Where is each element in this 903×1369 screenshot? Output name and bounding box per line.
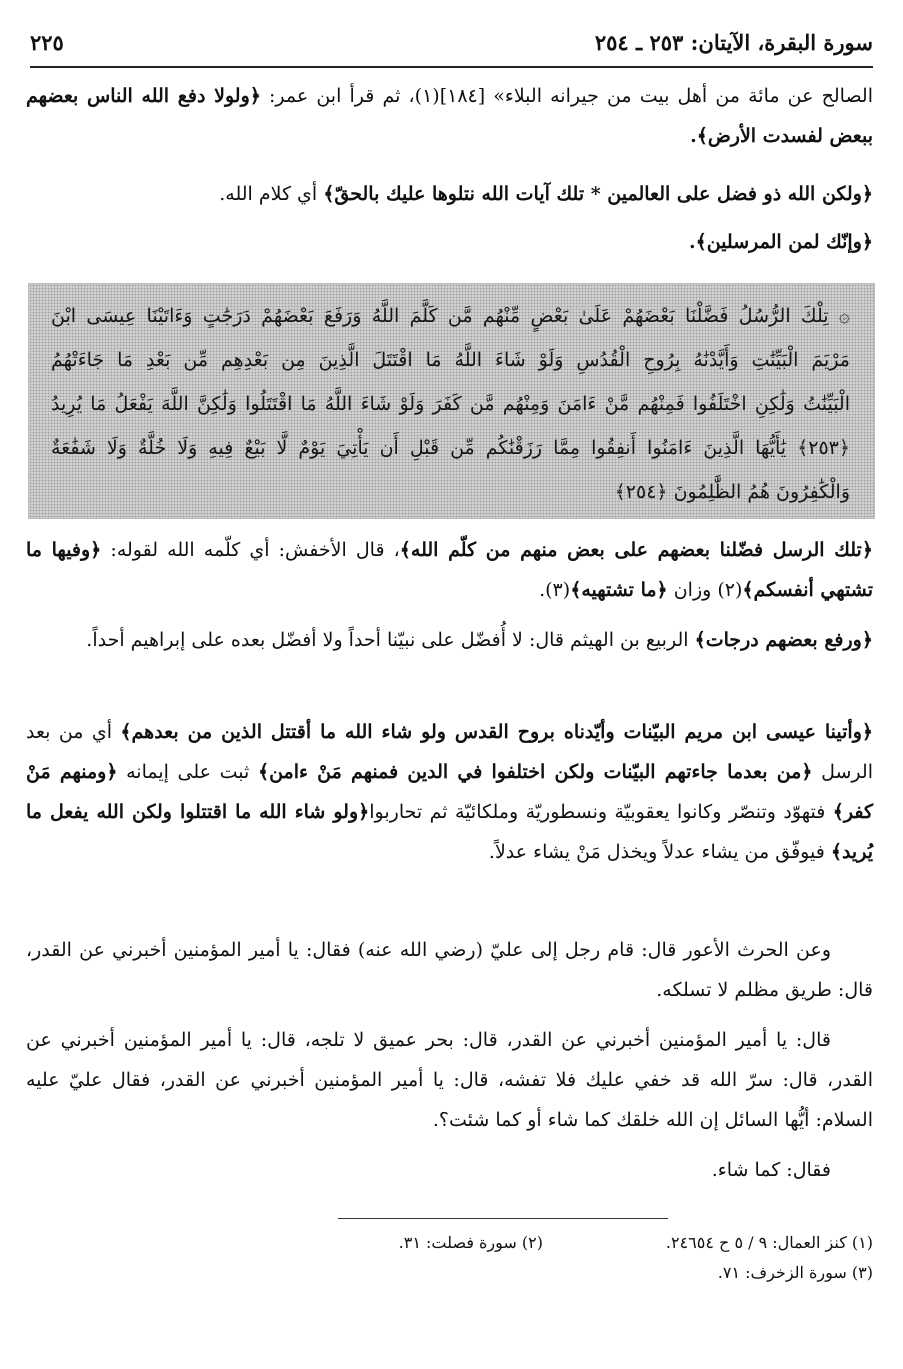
p4-text-3: (٣). [539,579,571,601]
p6-quote-4: ﴿ولو شاء الله ما اقتتلوا ولكن الله يفعل ما يُريد﴾ [26,801,873,863]
header-rule [30,66,873,68]
p7-text: وعن الحرث الأعور قال: قام رجل إلى عليّ (رضي الله عنه) فقال: يا أمير المؤمنين أخبرني عن القدر، قال: طريق مظلم لا تسلكه. [26,939,873,1001]
verse-line: وَالْكَٰفِرُونَ هُمُ الظَّٰلِمُونَ ﴿٢٥٤﴾ [614,481,850,503]
paragraph-9 [26,1150,873,1190]
p6-text-1: أي من بعد الرسل [26,721,873,783]
footnote-2: (٢) سورة فصلت: ٣١. [398,1233,543,1252]
p4-quote-1: ﴿تلك الرسل فضّلنا بعضهم على بعض منهم من كلّم الله﴾ [399,539,873,561]
p2-quote: ﴿ولكن الله ذو فضل على العالمين * تلك آيات الله نتلوها عليك بالحقّ﴾ [323,183,873,205]
paragraph-intro [26,76,873,156]
p5-quote: ﴿ورفع بعضهم درجات﴾ [694,629,873,651]
paragraph-4 [26,530,873,610]
paragraph-5 [26,620,873,660]
footnote-3: (٣) سورة الزخرف: ٧١. [717,1263,873,1282]
paragraph-2 [26,174,873,214]
page-header [30,22,873,62]
verse-line: ۞ تِلْكَ الرُّسُلُ فَضَّلْنَا بَعْضَهُمْ عَلَىٰ بَعْضٍ مِّنْهُم مَّن كَلَّمَ اللَّهُ وَرَفَعَ بَعْضَهُمْ دَرَجَٰتٍ وَءَاتَيْنَا عِيسَى ابْنَ [51,305,850,327]
p5-text: الربيع بن الهيثم قال: لا أُفضّل على نبيّنا أحداً ولا أفضّل بعده على إبراهيم أحداً. [86,629,695,651]
p4-text-2: (٢) وزان [667,579,743,601]
footnote-row [30,1228,873,1258]
p6-text-3: فتهوّد وتنصّر وكانوا يعقوبيّة ونسطوريّة وملكائيّة ثم تحاربوا [369,801,833,823]
page-number: ٢٢٥ [30,29,64,55]
footnotes [30,1228,873,1288]
quran-verses-box [28,283,875,519]
p4-text-1: ، قال الأخفش: أي كلّمه الله لقوله: [101,539,400,561]
p6-quote-2: ﴿من بعدما جاءتهم البيّنات ولكن اختلفوا في الدين فمنهم مَنْ ءامن﴾ [257,761,813,783]
verse-line: مَرْيَمَ الْبَيِّنَٰتِ وَأَيَّدْنَٰهُ بِرُوحِ الْقُدُسِ وَلَوْ شَاءَ اللَّهُ مَا اقْتَتَلَ الَّذِينَ مِن بَعْدِهِم مِّن بَعْدِ مَا جَاءَتْهُمُ [51,349,850,371]
footnote-1: (١) كنز العمال: ٩ / ٥ ح ٢٤٦٥٤. [665,1233,873,1252]
p9-text: فقال: كما شاء. [711,1159,831,1181]
intro-quote: ﴿ولولا دفع الله الناس بعضهم ببعض لفسدت الأرض﴾. [26,85,873,147]
verse-line: الْبَيِّنَٰتُ وَلَٰكِنِ اخْتَلَفُوا فَمِنْهُم مَّنْ ءَامَنَ وَمِنْهُم مَّن كَفَرَ وَلَوْ شَاءَ اللَّهُ مَا اقْتَتَلُوا وَلَٰكِنَّ اللَّهَ يَفْعَلُ مَا يُرِيدُ [51,393,850,415]
p2-text: أي كلام الله. [219,183,324,205]
paragraph-3 [26,222,873,262]
p6-text-2: ثبت على إيمانه [117,761,258,783]
p6-quote-3: ﴿ومنهم مَنْ كفر﴾ [26,761,873,823]
paragraph-8 [26,1020,873,1140]
verse-line: ﴿٢٥٣﴾ يَٰأَيُّهَا الَّذِينَ ءَامَنُوا أَنفِقُوا مِمَّا رَزَقْنَٰكُم مِّن قَبْلِ أَن يَأْتِيَ يَوْمٌ لَّا بَيْعٌ فِيهِ وَلَا خُلَّةٌ وَلَا شَفَٰعَةٌ [51,437,850,459]
p6-text-4: فيوفّق من يشاء عدلاً ويخذل مَنْ يشاء عدلاً. [488,841,831,863]
paragraph-7 [26,930,873,1010]
running-title: سورة البقرة، الآيتان: ٢٥٣ ـ ٢٥٤ [594,29,873,55]
p4-quote-2: ﴿وفيها ما تشتهي أنفسكم﴾ [26,539,873,601]
paragraph-6 [26,712,873,872]
intro-text: الصالح عن مائة من أهل بيت من جيرانه البلاء» [١٨٤](١)، ثم قرأ ابن عمر: [260,85,873,107]
p6-quote-1: ﴿وأتينا عيسى ابن مريم البيّنات وأيّدناه بروح القدس ولو شاء الله ما أقتتل الذين من بعدهم﴾ [120,721,874,743]
p4-quote-3: ﴿ما تشتهيه﴾ [570,579,668,601]
footnote-row [30,1258,873,1288]
p8-text: قال: يا أمير المؤمنين أخبرني عن القدر، قال: بحر عميق لا تلجه، قال: يا أمير المؤمنين أخبرني عن القدر، قال: سرّ الله قد خفي عليك فلا تفشه، قال: يا أمير المؤمنين أخبرني عن القدر، فقال عليّ عليه السلام: أيُّها السائل إن الله خلقك كما شاء أو كما شئت؟. [26,1029,873,1131]
footnote-rule [338,1218,668,1219]
p3-quote: ﴿وإنّك لمن المرسلين﴾. [688,231,873,253]
